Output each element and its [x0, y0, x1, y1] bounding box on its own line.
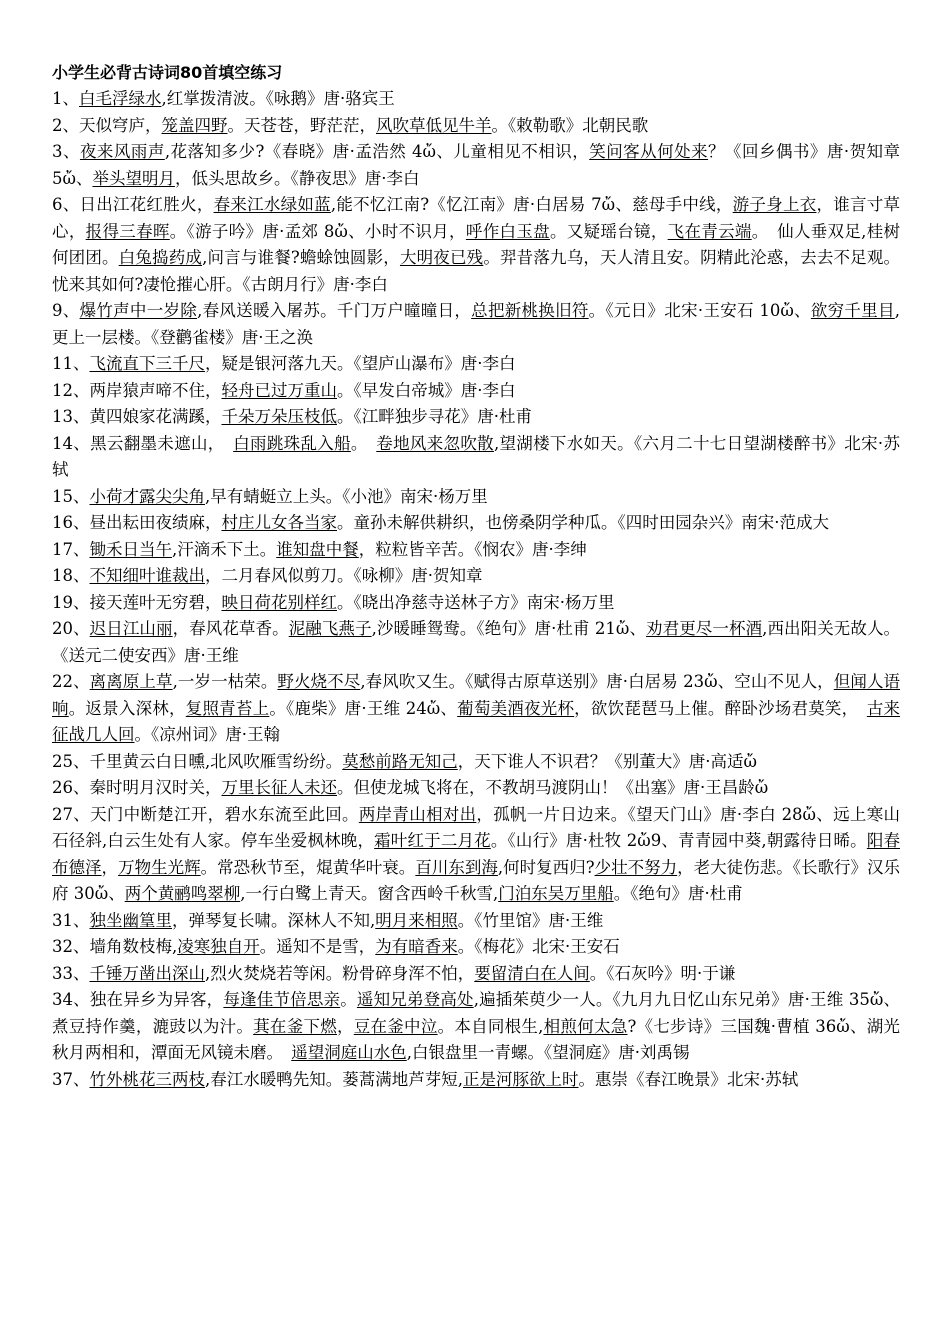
- poem-item: [52, 113, 900, 140]
- answer-blank: 迟日江山丽: [89, 619, 173, 638]
- answer-blank: 为有暗香来: [375, 937, 458, 956]
- answer-blank: 明月来相照: [375, 910, 458, 930]
- poem-text: 34、独在异乡为异客，: [52, 990, 224, 1009]
- poem-text: 。天苍苍，野茫茫，: [227, 115, 376, 135]
- poem-text: ？《回乡偶书》唐·贺知章 5ὤ、: [52, 142, 901, 188]
- poem-item: [52, 563, 900, 590]
- poem-text: 2、天似穹庐，: [52, 115, 162, 135]
- poem-text: 。《元日》北宋·王安石 10ὤ、: [588, 301, 811, 320]
- answer-blank: 爆竹声中一岁除: [79, 301, 198, 320]
- poem-text: 。《梅花》北宋·王安石: [457, 937, 620, 956]
- poem-item: [52, 351, 900, 378]
- answer-blank: 飞在青云端: [667, 221, 752, 241]
- document-title: 小学生必背古诗词80首填空练习: [52, 63, 283, 82]
- answer-blank: 春来江水绿如蓝: [213, 195, 331, 214]
- answer-blank: 千锤万凿出深山: [89, 963, 205, 983]
- poem-item: [52, 908, 900, 935]
- poem-item: [52, 192, 900, 298]
- poem-text: 16、昼出耘田夜绩麻，: [52, 513, 222, 532]
- poem-text: ,花落知多少?《春晓》唐·孟浩然 4ὤ、儿童相见不相识，: [164, 142, 590, 161]
- poem-text: ,望湖楼下水如天。《六月二十七日望湖楼醉书》北宋·苏轼: [52, 433, 900, 479]
- poem-text: 33、: [52, 963, 90, 983]
- poem-text: 。童孙未解供耕织，也傍桑阴学种瓜。《四时田园杂兴》南宋·范成大: [337, 513, 829, 532]
- poem-text: 。: [340, 990, 357, 1009]
- poem-text: 。《敕勒歌》北朝民歌: [491, 115, 649, 135]
- poem-text: 13、黄四娘家花满蹊，: [52, 407, 222, 426]
- poem-text: ，欲饮琵琶马上催。醉卧沙场君莫笑，: [574, 698, 867, 718]
- poem-text: ,西出阳关无故人。《送元二使安西》唐·王维: [52, 619, 901, 665]
- poem-item: [52, 616, 900, 669]
- answer-blank: 遥知兄弟登高处: [356, 990, 474, 1009]
- poem-text: ,一行白鹭上青天。窗含西岭千秋雪,: [240, 884, 499, 903]
- answer-blank: 白雨跳珠乱入船: [233, 433, 351, 453]
- poem-item: [52, 987, 900, 1067]
- answer-blank: 要留清白在人间: [474, 963, 590, 983]
- answer-blank: 万物生光辉: [118, 857, 201, 877]
- poem-text: ，低头思故乡。《静夜思》唐·李白: [174, 168, 420, 188]
- poem-item: [52, 749, 900, 776]
- answer-blank: 报得三春晖: [85, 221, 170, 241]
- answer-blank: 举头望明月: [92, 168, 175, 188]
- poem-text: ，粒粒皆辛苦。《悯农》唐·李绅: [358, 539, 587, 559]
- poem-text: 。: [350, 433, 377, 453]
- poem-text: 17、: [52, 539, 90, 559]
- poem-text: 。《早发白帝城》唐·李白: [337, 380, 516, 400]
- poem-text: 。《山行》唐·杜牧 2ὤ9、青青园中葵,朝露待日晞。: [490, 831, 867, 850]
- answer-blank: 欲穷千里目: [810, 301, 895, 320]
- poem-text: ,红掌拨清波。《咏鹅》唐·骆宾王: [161, 89, 395, 108]
- poem-item: [52, 86, 900, 113]
- answer-blank: 泥融飞燕子: [288, 619, 372, 638]
- poem-text: 9、: [52, 301, 80, 320]
- poem-text: ,能不忆江南?《忆江南》唐·白居易 7ὤ、慈母手中线，: [330, 195, 733, 214]
- answer-blank: 凌寒独自开: [177, 937, 260, 956]
- poem-text: ，孤帆一片日边来。《望天门山》唐·李白 28ὤ、远上寒山石径斜,白云生处有人家。停车坐爱枫林晚，: [52, 804, 900, 850]
- poem-text: 32、墙角数枝梅,: [52, 937, 178, 956]
- answer-blank: 万里长征人未还: [221, 778, 337, 797]
- poem-text: ,春风送暖入屠苏。千门万户曈曈日，: [197, 301, 472, 320]
- poem-text: ，: [101, 857, 119, 877]
- poem-item: [52, 775, 900, 802]
- poem-item: [52, 934, 900, 961]
- poem-text: 。本自同根生,: [437, 1016, 544, 1036]
- answer-blank: 相煎何太急: [543, 1016, 628, 1036]
- poem-exercise-list: [52, 86, 900, 1093]
- answer-blank: 莫愁前路无知己: [342, 751, 458, 771]
- answer-blank: 遥望洞庭山水色: [291, 1043, 407, 1062]
- answer-blank: 轻舟已过万重山: [221, 380, 337, 400]
- poem-text: ，: [337, 1016, 354, 1036]
- poem-item: [52, 404, 900, 431]
- poem-text: 。《凉州词》唐·王翰: [134, 725, 280, 744]
- poem-text: 31、: [52, 910, 90, 930]
- answer-blank: 游子身上衣: [732, 195, 817, 214]
- poem-text: ,汗滴禾下土。: [172, 539, 277, 559]
- poem-text: ,春风吹又生。《赋得古原草送别》唐·白居易 23ὤ、空山不见人，: [360, 672, 834, 691]
- answer-blank: 离离原上草: [89, 672, 173, 691]
- poem-text: 15、: [52, 486, 90, 506]
- poem-text: 3、: [52, 142, 80, 161]
- poem-text: 12、两岸猿声啼不住，: [52, 380, 222, 400]
- answer-blank: 笑问客从何处来: [589, 142, 709, 161]
- answer-blank: 风吹草低见牛羊: [376, 115, 492, 135]
- answer-blank: 阳春布德泽: [52, 831, 901, 877]
- answer-blank: 村庄儿女各当家: [221, 513, 337, 532]
- poem-text: ，春风花草香。: [172, 619, 289, 638]
- poem-item: [52, 961, 900, 988]
- poem-text: ,早有蜻蜓立上头。《小池》南宋·杨万里: [205, 486, 488, 506]
- poem-text: ,遍插茱萸少一人。《九月九日忆山东兄弟》唐·王维 35ὤ、煮豆持作羹，漉豉以为汁。: [52, 990, 900, 1036]
- poem-text: 。但使龙城飞将在，不教胡马渡阴山！《出塞》唐·王昌龄ὤ: [337, 778, 769, 797]
- poem-text: 。《游子吟》唐·孟郊 8ὤ、小时不识月，: [169, 221, 466, 241]
- poem-text: 37、: [52, 1069, 90, 1089]
- poem-text: 1、: [52, 89, 79, 108]
- poem-text: 。《绝句》唐·杜甫: [613, 884, 743, 903]
- answer-blank: 霜叶红于二月花: [374, 831, 491, 850]
- poem-item: [52, 139, 900, 192]
- poem-text: ,问言与谁餐?蟾蜍蚀圆影，: [202, 248, 400, 267]
- poem-item: [52, 590, 900, 617]
- poem-text: ，疑是银河落九天。《望庐山瀑布》唐·李白: [205, 354, 516, 373]
- poem-text: ，弹琴复长啸。深林人不知,: [172, 910, 376, 930]
- poem-text: 。羿昔落九乌，天人清且安。阴精此沦惑，去去不足观。忧来其如何?凄怆摧心肝。《古朗月行》唐·李白: [52, 248, 901, 294]
- poem-item: [52, 510, 900, 537]
- answer-blank: 锄禾日当午: [89, 539, 172, 559]
- poem-text: 20、: [52, 619, 90, 638]
- poem-item: [52, 484, 900, 511]
- answer-blank: 古来征战几人回: [52, 698, 901, 744]
- poem-text: ,何时复西归?: [497, 857, 595, 877]
- poem-text: 。《晓出净慈寺送林子方》南宋·杨万里: [337, 592, 615, 612]
- answer-blank: 两个黄鹂鸣翠柳: [124, 884, 241, 903]
- poem-text: 25、千里黄云白日曛,北风吹雁雪纷纷。: [52, 751, 343, 771]
- answer-blank: 飞流直下三千尺: [89, 354, 205, 373]
- poem-text: 。常恐秋节至，焜黄华叶衰。: [200, 857, 416, 877]
- poem-text: 6、日出江花红胜火，: [52, 195, 214, 214]
- answer-blank: 千朵万朵压枝低: [221, 407, 337, 426]
- poem-item: [52, 669, 900, 749]
- answer-blank: 竹外桃花三两枝: [89, 1069, 205, 1089]
- answer-blank: 每逢佳节倍思亲: [223, 990, 341, 1009]
- poem-text: ,沙暖睡鸳鸯。《绝句》唐·杜甫 21ὤ、: [371, 619, 647, 638]
- poem-text: 27、天门中断楚江开，碧水东流至此回。: [52, 804, 359, 824]
- poem-text: ?《七步诗》三国魏·曹植 36ὤ、湖光秋月两相和，潭面无风镜未磨。: [52, 1016, 901, 1062]
- answer-blank: 卷地风来忽吹散: [376, 433, 494, 453]
- poem-item: [52, 378, 900, 405]
- poem-text: 。又疑瑶台镜，: [549, 221, 668, 241]
- answer-blank: 百川东到海: [415, 857, 498, 877]
- answer-blank: 大明夜已残: [399, 248, 484, 267]
- answer-blank: 但闻人语响: [52, 672, 901, 718]
- answer-blank: 葡萄美酒夜光杯: [457, 698, 575, 718]
- poem-text: 11、: [52, 354, 90, 373]
- answer-blank: 夜来风雨声: [79, 142, 165, 161]
- poem-item: [52, 802, 900, 908]
- poem-text: 。《竹里馆》唐·王维: [457, 910, 604, 930]
- poem-text: 。惠崇《春江晚景》北宋·苏轼: [578, 1069, 799, 1089]
- poem-text: ,白银盘里一青螺。《望洞庭》唐·刘禹锡: [406, 1043, 690, 1062]
- answer-blank: 白毛浮绿水: [79, 89, 162, 108]
- poem-text: 18、: [52, 566, 90, 585]
- answer-blank: 劝君更尽一杯酒: [646, 619, 763, 638]
- answer-blank: 正是河豚欲上时: [463, 1069, 579, 1089]
- poem-text: ，谁言寸草心，: [52, 195, 901, 241]
- answer-blank: 白兔捣药成: [118, 248, 203, 267]
- poem-text: ，二月春风似剪刀。《咏柳》唐·贺知章: [205, 566, 483, 585]
- poem-text: 22、: [52, 672, 90, 691]
- answer-blank: 谁知盘中餐: [276, 539, 359, 559]
- poem-item: [52, 537, 900, 564]
- poem-text: 。《鹿柴》唐·王维 24ὤ、: [269, 698, 458, 718]
- poem-text: 14、黑云翻墨未遮山，: [52, 433, 234, 453]
- poem-item: [52, 298, 900, 351]
- poem-item: [52, 431, 900, 484]
- poem-text: 26、秦时明月汉时关，: [52, 778, 222, 797]
- answer-blank: 不知细叶谁裁出: [89, 566, 205, 585]
- answer-blank: 两岸青山相对出: [358, 804, 477, 824]
- poem-text: 。返景入深林，: [68, 698, 186, 718]
- answer-blank: 复照青苔上: [185, 698, 270, 718]
- answer-blank: 少壮不努力: [594, 857, 678, 877]
- poem-text: ,更上一层楼。《登鹳雀楼》唐·王之涣: [52, 301, 901, 347]
- poem-text: ，天下谁人不识君？《别董大》唐·高适ὤ: [457, 751, 757, 771]
- answer-blank: 独坐幽篁里: [89, 910, 172, 930]
- answer-blank: 野火烧不尽: [277, 672, 361, 691]
- poem-text: 。《石灰吟》明·于谦: [589, 963, 736, 983]
- poem-text: ,烈火焚烧若等闲。粉骨碎身浑不怕，: [205, 963, 475, 983]
- poem-text: 19、接天莲叶无穷碧，: [52, 592, 222, 612]
- answer-blank: 豆在釜中泣: [353, 1016, 438, 1036]
- poem-text: ,一岁一枯荣。: [172, 672, 278, 691]
- answer-blank: 小荷才露尖尖角: [89, 486, 205, 506]
- answer-blank: 门泊东吴万里船: [498, 884, 614, 903]
- poem-text: 。 仙人垂双足,桂树何团团。: [52, 221, 901, 267]
- poem-text: 。遥知不是雪，: [259, 937, 376, 956]
- answer-blank: 笼盖四野: [161, 115, 228, 135]
- poem-item: [52, 1067, 900, 1094]
- poem-text: ,春江水暖鸭先知。蒌蒿满地芦芽短,: [205, 1069, 463, 1089]
- answer-blank: 映日荷花别样红: [221, 592, 337, 612]
- answer-blank: 总把新桃换旧符: [471, 301, 589, 320]
- answer-blank: 萁在釜下燃: [253, 1016, 337, 1036]
- poem-text: 。《江畔独步寻花》唐·杜甫: [337, 407, 532, 426]
- poem-text: ，老大徒伤悲。《长歌行》汉乐府 30ὤ、: [52, 857, 901, 903]
- answer-blank: 呼作白玉盘: [465, 221, 550, 241]
